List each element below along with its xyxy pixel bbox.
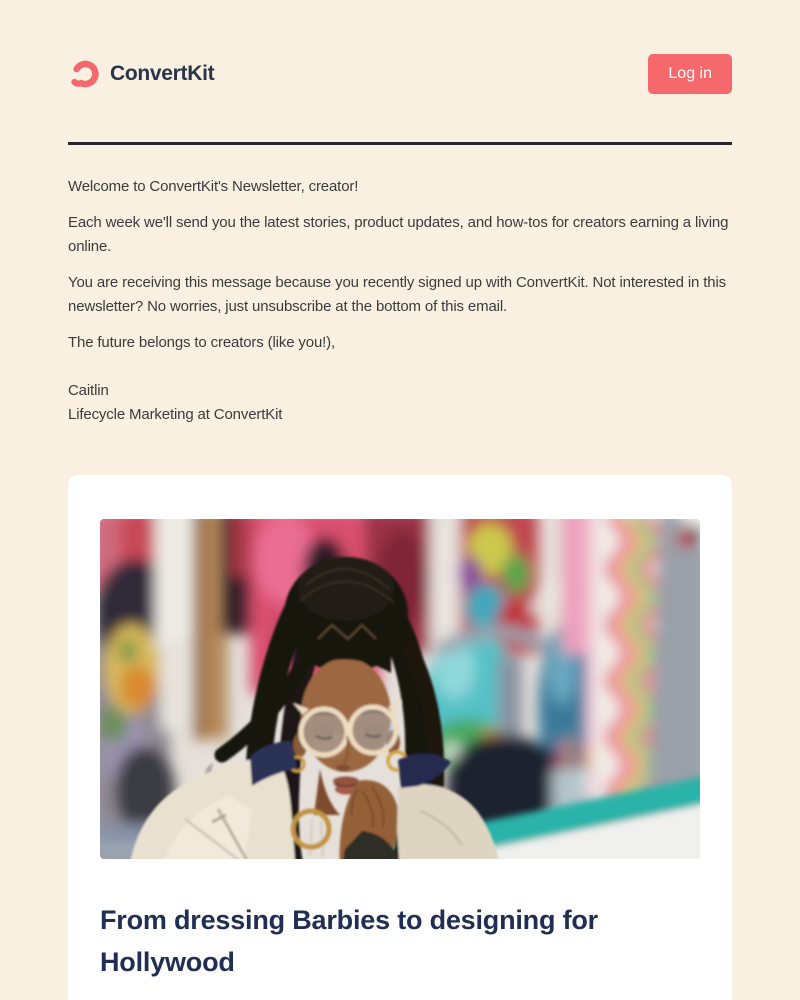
intro-paragraph-future: The future belongs to creators (like you!), <box>68 334 336 351</box>
signature-role: Lifecycle Marketing at ConvertKit <box>68 406 283 423</box>
brand-logo[interactable] <box>68 58 214 91</box>
article-card <box>68 475 732 1000</box>
intro-paragraph-weekly: Each week we'll send you the latest stories, product updates, and how-tos for creators earning a living online. <box>68 214 729 255</box>
article-title: From dressing Barbies to designing for Hollywood <box>100 905 598 977</box>
email-header <box>68 54 732 94</box>
convertkit-swirl-icon <box>68 58 101 91</box>
intro-paragraph-welcome: Welcome to ConvertKit's Newsletter, creator! <box>68 178 359 195</box>
signature-name: Caitlin <box>68 382 109 399</box>
intro-paragraph-reason: You are receiving this message because you recently signed up with ConvertKit. Not interested in this newsletter? No worries, just unsubscribe at the bottom of this email. <box>68 274 726 315</box>
article-photo-illustration <box>100 519 700 859</box>
login-button[interactable]: Log in <box>648 54 732 94</box>
signature-block <box>68 379 732 427</box>
intro-section <box>68 175 732 427</box>
article-photo <box>100 519 700 859</box>
header-divider <box>68 142 732 145</box>
brand-name: ConvertKit <box>110 62 215 85</box>
